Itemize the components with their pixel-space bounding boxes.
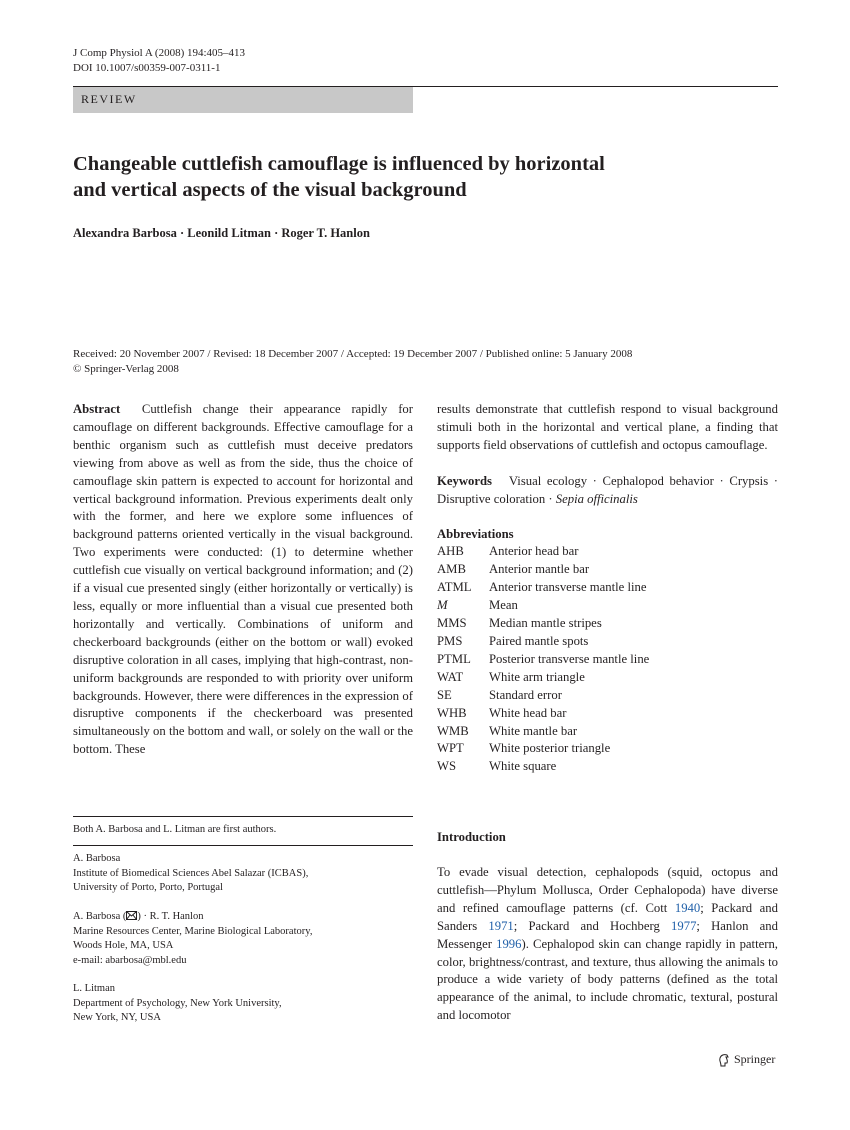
envelope-icon — [126, 911, 137, 920]
citation-link[interactable]: 1977 — [671, 918, 697, 933]
abbreviation-key: WAT — [437, 669, 464, 684]
doi: DOI 10.1007/s00359-007-0311-1 — [73, 62, 221, 74]
abbreviation-key: WHB — [437, 705, 467, 720]
abbreviation-definition: Mean — [489, 598, 518, 613]
abbreviation-row — [437, 723, 778, 741]
abbreviation-definition: White head bar — [489, 705, 567, 720]
abbreviations-list — [437, 543, 778, 776]
abbreviation-definition: Anterior head bar — [489, 544, 579, 559]
copyright: © Springer-Verlag 2008 — [73, 363, 179, 375]
abbreviation-key: WS — [437, 759, 457, 774]
abbreviation-key: PTML — [437, 651, 471, 666]
abbreviation-row — [437, 543, 778, 561]
abstract — [73, 401, 413, 759]
abbreviation-definition: White posterior triangle — [489, 741, 611, 756]
keywords: Keywords Visual ecology · Cephalopod behavior · Crypsis · Disruptive coloration · Sepia officinalis — [437, 473, 778, 506]
affiliation-1: A. Barbosa Institute of Biomedical Sciences Abel Salazar (ICBAS), University of Porto, Porto, Portugal — [73, 853, 309, 893]
abbreviation-key: WMB — [437, 723, 469, 738]
citation-link[interactable]: 1940 — [674, 900, 701, 915]
section-label: REVIEW — [81, 92, 137, 106]
footnote-rule — [73, 816, 413, 817]
citation-link[interactable]: 1971 — [488, 918, 514, 933]
affiliation-2: A. Barbosa ( ) · R. T. Hanlon Marine Resources Center, Marine Biological Laboratory, Woods Hole, MA, USA e-mail: abarbosa@mbl.edu — [73, 910, 413, 968]
abbreviation-key: AHB — [437, 544, 464, 559]
abbreviation-definition: Posterior transverse mantle line — [489, 651, 650, 666]
footnote-first-authors: Both A. Barbosa and L. Litman are first authors. — [73, 824, 277, 835]
abbreviation-definition: Paired mantle spots — [489, 633, 589, 648]
abbreviation-row — [437, 705, 778, 723]
abbreviation-definition: White arm triangle — [489, 669, 585, 684]
abbreviation-key: AMB — [437, 562, 466, 577]
abbreviation-row — [437, 758, 778, 776]
abbreviation-definition: Median mantle stripes — [489, 616, 602, 631]
keywords-label: Keywords — [437, 473, 492, 488]
abbreviation-key: MMS — [437, 616, 467, 631]
section-banner — [73, 87, 413, 113]
publisher-name: Springer — [734, 1052, 776, 1066]
abbreviation-row — [437, 579, 778, 597]
abbreviation-definition: White mantle bar — [489, 723, 578, 738]
paper-title: Changeable cuttlefish camouflage is influenced by horizontal and vertical aspects of the visual background — [73, 153, 605, 201]
journal-citation: J Comp Physiol A (2008) 194:405–413 — [73, 47, 246, 59]
abbreviation-key: M — [437, 598, 448, 613]
abbreviation-row — [437, 669, 778, 687]
abbreviation-row — [437, 740, 778, 758]
abbreviation-key: SE — [437, 687, 452, 702]
abstract-label: Abstract — [73, 402, 121, 416]
right-column — [437, 401, 778, 1041]
abbreviation-key: ATML — [437, 580, 472, 595]
abbreviation-definition: Anterior transverse mantle line — [489, 580, 647, 595]
abbreviation-row — [437, 561, 778, 579]
abbreviation-definition: White square — [489, 759, 557, 774]
footnote-rule-2 — [73, 845, 413, 846]
publication-dates: Received: 20 November 2007 / Revised: 18 December 2007 / Accepted: 19 December 2007 / Published online: 5 January 2008 © Springer-Verlag 2008 — [73, 347, 783, 377]
abbreviation-key: PMS — [437, 633, 463, 648]
abbreviation-row — [437, 597, 778, 615]
affiliation-3: L. Litman Department of Psychology, New York University, New York, NY, USA — [73, 983, 282, 1023]
springer-horse-icon — [718, 1053, 730, 1067]
abstract-text: Cuttlefish change their appearance rapidly for camouflage on different backgrounds. Effective camouflage for a benthic organism such as cuttlefish must deceive predators viewing from above as well as from the side, thus the choice of camouflage skin pattern is expected to account for horizontal and vertical background information. Previous experiments dealt only with the former, and here we explore some influences of background patterns oriented vertically in the visual background. Two experiments were conducted: (1) to determine whether cuttlefish cue visually on vertical background information; and (2) if a visual cue presented singly (either horizontally or vertically) is less, equally or more influential than a visual cue presented both horizontally and vertically. Combinations of uniform and checkerboard backgrounds (either on the bottom or wall) evoked disruptive coloration in all cases, implying that high-contrast, non-uniform backgrounds are responded to with priority over uniform backgrounds. However, there were differences in the expression of disruptive components if the checkerboard was presented simultaneously on the bottom and wall, or solely on the wall or the bottom. These — [73, 402, 413, 757]
introduction-heading: Introduction — [437, 830, 506, 844]
abbreviations-heading: Abbreviations — [437, 526, 514, 541]
author-list: Alexandra Barbosa · Leonild Litman · Roger T. Hanlon — [73, 226, 370, 240]
abbreviation-row — [437, 615, 778, 633]
abbreviation-row — [437, 651, 778, 669]
publisher-logo — [718, 1052, 775, 1067]
introduction-text: To evade visual detection, cephalopods (squid, octopus and cuttlefish—Phylum Mollusca, Order Cephalopoda) have diverse and refined camouflage patterns (cf. Cott 1940; Packard and Sanders 1971; Packard and Hochberg 1977; Hanlon and Messenger 1996). Cephalopod skin can change rapidly in pattern, color, brightness/contrast, and texture, thus allowing the animals to produce a wide variety of body patterns (defined as the total appearance of the animal, to include chromatic, textural, postural and locomotor — [437, 865, 778, 1023]
abbreviation-row — [437, 633, 778, 651]
abstract-continued: results demonstrate that cuttlefish respond to visual background stimuli both in the horizontal and vertical plane, a finding that supports field observations of cuttlefish and octopus camouflage. — [437, 402, 778, 452]
abbreviation-row — [437, 687, 778, 705]
abbreviation-definition: Standard error — [489, 687, 562, 702]
abbreviation-definition: Anterior mantle bar — [489, 562, 590, 577]
author-email[interactable]: e-mail: abarbosa@mbl.edu — [73, 954, 187, 966]
journal-header — [73, 46, 245, 76]
citation-link[interactable]: 1996 — [496, 936, 522, 951]
abbreviation-key: WPT — [437, 741, 464, 756]
